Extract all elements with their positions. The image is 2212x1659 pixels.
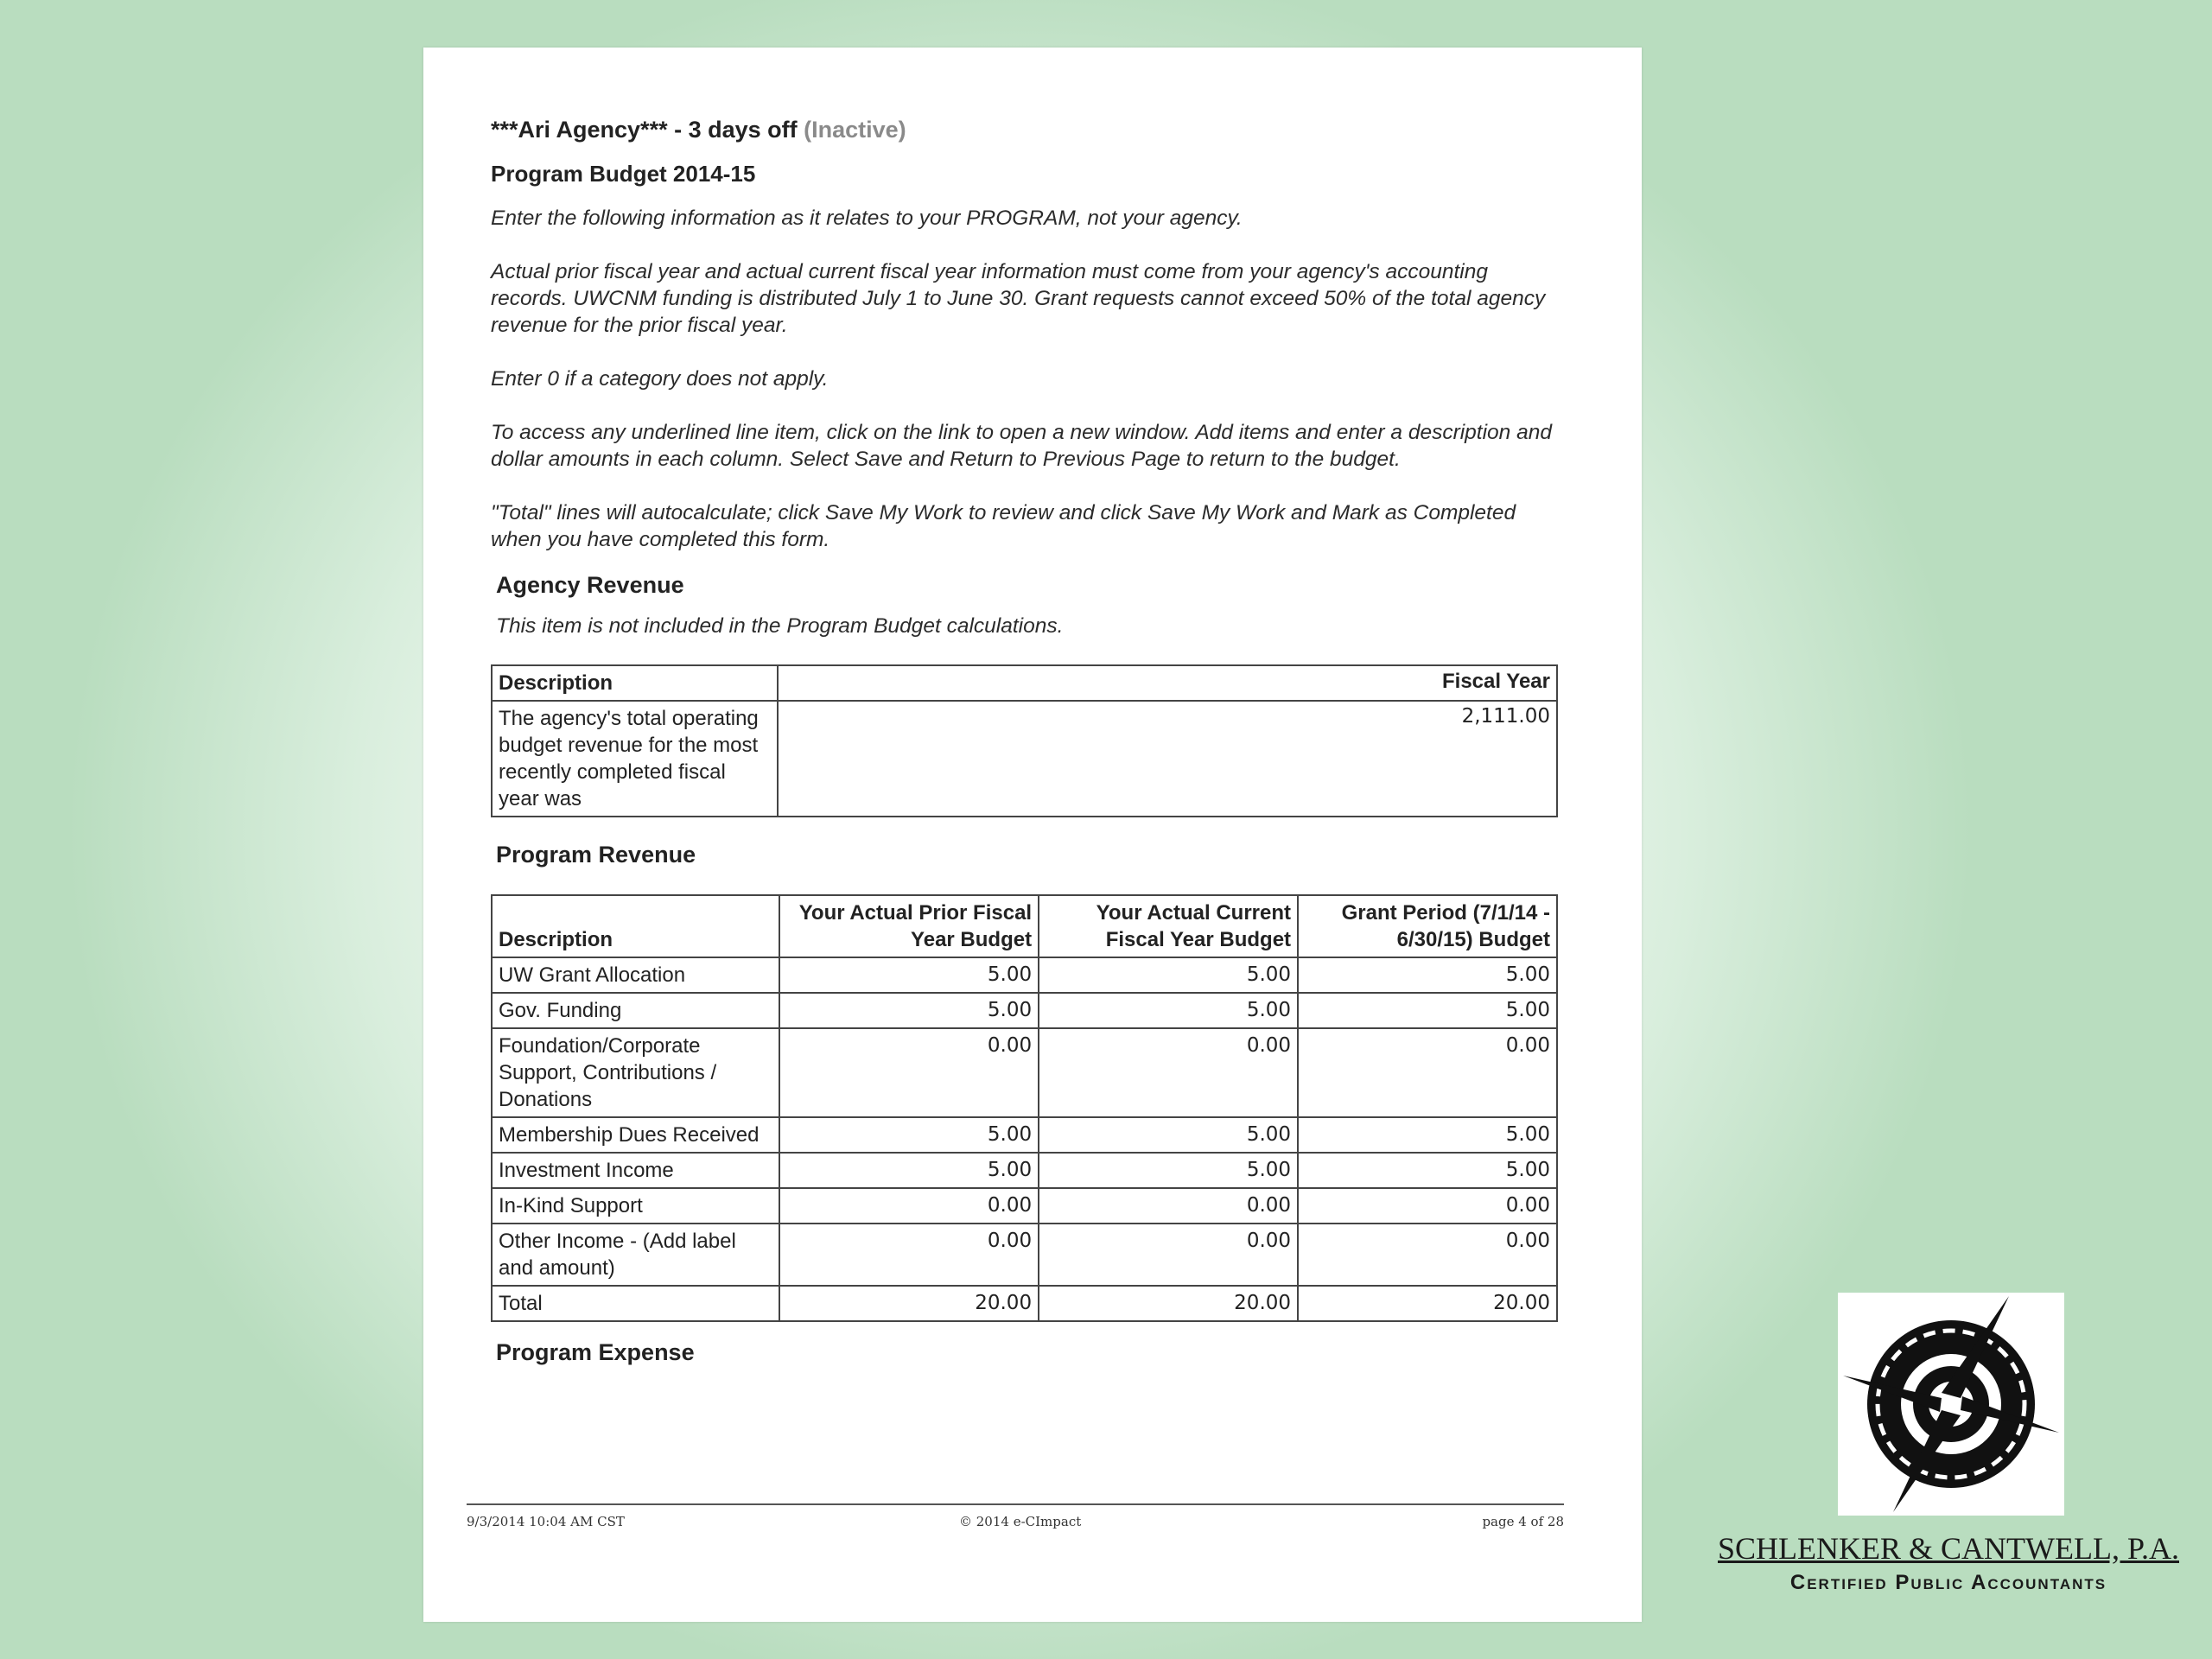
table-row: [492, 957, 1557, 993]
row-description: Investment Income: [492, 1153, 779, 1188]
document-content: [491, 117, 1562, 1382]
row-grant-value: 0.00: [1298, 1188, 1557, 1224]
row-prior-value: 0.00: [779, 1028, 1039, 1117]
row-current-value: 0.00: [1039, 1224, 1298, 1286]
table-row-total: [492, 1286, 1557, 1321]
program-revenue-table: [491, 894, 1558, 1322]
instruction-zero: Enter 0 if a category does not apply.: [491, 367, 829, 391]
row-description: Gov. Funding: [492, 993, 779, 1028]
row-current-value: 0.00: [1039, 1188, 1298, 1224]
column-header-grant-period: Grant Period (7/1/14 - 6/30/15) Budget: [1298, 895, 1557, 957]
agency-revenue-value: 2,111.00: [778, 701, 1557, 817]
agency-title: [491, 117, 1562, 143]
agency-revenue-note: This item is not included in the Program Budget calculations.: [496, 614, 1064, 638]
agency-revenue-heading: Agency Revenue: [496, 572, 684, 598]
row-description: Foundation/Corporate Support, Contributions / Donations: [492, 1028, 779, 1117]
row-grant-value: 0.00: [1298, 1224, 1557, 1286]
row-prior-value: 20.00: [779, 1286, 1039, 1321]
instruction-records: Actual prior fiscal year and actual current fiscal year information must come from your agency's accounting records. UWCNM funding is distributed July 1 to June 30. Grant requests cannot exceed 50% of the total agency revenue for the prior fiscal year.: [491, 260, 1546, 337]
compass-logo-icon: [1838, 1293, 2064, 1516]
column-header-description: Description: [492, 895, 779, 957]
row-description: UW Grant Allocation: [492, 957, 779, 993]
table-row: [492, 1028, 1557, 1117]
column-header-current-year: Your Actual Current Fiscal Year Budget: [1039, 895, 1298, 957]
firm-logo: [1838, 1293, 2064, 1516]
row-description: Membership Dues Received: [492, 1117, 779, 1153]
row-prior-value: 5.00: [779, 1117, 1039, 1153]
row-current-value: 0.00: [1039, 1028, 1298, 1117]
footer-timestamp: 9/3/2014 10:04 AM CST: [467, 1514, 625, 1529]
row-prior-value: 5.00: [779, 993, 1039, 1028]
firm-tagline: Certified Public Accountants: [1789, 1571, 2107, 1594]
column-header-description: Description: [492, 665, 778, 701]
row-current-value: 5.00: [1039, 993, 1298, 1028]
program-expense-heading: Program Expense: [496, 1339, 695, 1365]
scanned-document-page: [423, 48, 1642, 1622]
table-header-row: [492, 665, 1557, 701]
row-grant-value: 5.00: [1298, 957, 1557, 993]
row-current-value: 5.00: [1039, 1117, 1298, 1153]
row-grant-value: 5.00: [1298, 1117, 1557, 1153]
firm-name: SCHLENKER & CANTWELL, P.A.: [1718, 1531, 2179, 1566]
row-current-value: 5.00: [1039, 957, 1298, 993]
row-prior-value: 5.00: [779, 1153, 1039, 1188]
instruction-links: To access any underlined line item, click on the link to open a new window. Add items and enter a description and dollar amounts in each column. Select Save and Return to Previous Page to return to the budget.: [491, 421, 1552, 471]
instruction-totals: "Total" lines will autocalculate; click Save My Work to review and click Save My Work and Mark as Completed when you have completed this form.: [491, 501, 1516, 551]
row-current-value: 5.00: [1039, 1153, 1298, 1188]
program-revenue-heading: Program Revenue: [496, 842, 696, 868]
row-current-value: 20.00: [1039, 1286, 1298, 1321]
row-grant-value: 5.00: [1298, 993, 1557, 1028]
row-prior-value: 5.00: [779, 957, 1039, 993]
footer-copyright: © 2014 e-CImpact: [959, 1514, 1082, 1529]
row-description: Other Income - (Add label and amount): [492, 1224, 779, 1286]
table-row: [492, 1224, 1557, 1286]
agency-revenue-table: [491, 664, 1558, 817]
row-grant-value: 20.00: [1298, 1286, 1557, 1321]
instruction-program: Enter the following information as it relates to your PROGRAM, not your agency.: [491, 207, 1243, 230]
table-row: [492, 1117, 1557, 1153]
agency-status: (Inactive): [804, 117, 906, 143]
column-header-prior-year: Your Actual Prior Fiscal Year Budget: [779, 895, 1039, 957]
row-grant-value: 0.00: [1298, 1028, 1557, 1117]
table-row: [492, 1153, 1557, 1188]
agency-revenue-description: The agency's total operating budget revenue for the most recently completed fiscal year was: [492, 701, 778, 817]
agency-name: ***Ari Agency*** - 3 days off: [491, 117, 798, 143]
table-row: [492, 1188, 1557, 1224]
budget-title: Program Budget 2014-15: [491, 161, 756, 187]
row-grant-value: 5.00: [1298, 1153, 1557, 1188]
row-description: Total: [492, 1286, 779, 1321]
table-header-row: [492, 895, 1557, 957]
row-description: In-Kind Support: [492, 1188, 779, 1224]
table-row: [492, 701, 1557, 817]
row-prior-value: 0.00: [779, 1188, 1039, 1224]
table-row: [492, 993, 1557, 1028]
page-footer: [467, 1503, 1564, 1529]
row-prior-value: 0.00: [779, 1224, 1039, 1286]
footer-page-number: page 4 of 28: [1482, 1514, 1564, 1529]
column-header-fiscal-year: Fiscal Year: [778, 665, 1557, 701]
